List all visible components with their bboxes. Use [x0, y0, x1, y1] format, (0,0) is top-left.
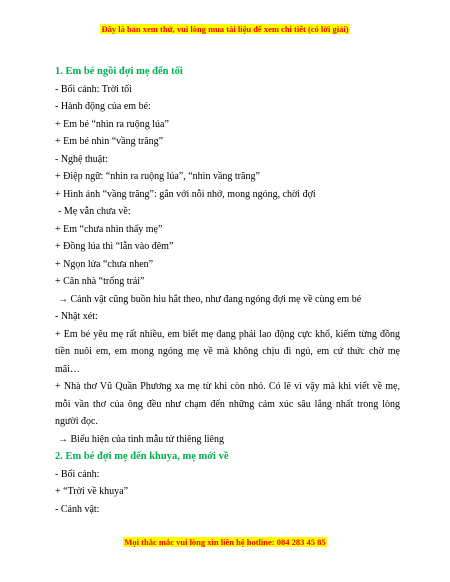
hotline-footer-banner [0, 537, 450, 547]
document-line: + Em bé nhìn “vầng trăng” [55, 136, 164, 147]
document-body [55, 63, 400, 518]
document-line: - Bối cảnh: Trời tối [55, 83, 132, 95]
preview-notice-banner [0, 24, 450, 34]
document-line: + Hình ảnh “vầng trăng”: gắn với nỗi nhớ, mong ngóng, chời đợi [55, 188, 316, 200]
document-line: - Nhật xét: [55, 311, 98, 322]
document-line: + Đồng lúa thì “lẫn vào đêm” [55, 241, 174, 252]
document-line: - Bối cảnh: [55, 468, 100, 480]
document-line: + Em bé yêu mẹ rất nhiều, em biết mẹ đang phải lao động cực khổ, kiếm từng đồng tiền nuôi em, em mong ngóng mẹ về mà không chịu đi ngủ, em cứ thức chờ mẹ mãi… [55, 328, 400, 375]
document-line: + Ngọn lửa “chưa nhen” [55, 258, 154, 270]
document-line: - Hành động của em bé: [55, 101, 151, 112]
document-line: + Em “chưa nhìn thấy mẹ” [55, 223, 163, 235]
document-line: - Mẹ vẫn chưa về: [58, 206, 131, 217]
document-line: + “Trời về khuya” [55, 486, 129, 497]
document-line: → Biểu hiện của tình mẫu tử thiêng liêng [58, 433, 224, 445]
hotline-footer-text: Mọi thắc mắc vui lòng xin liên hệ hotline: 084 283 45 85 [124, 537, 326, 547]
section-heading: 2. Em bé đợi mẹ đến khuya, mẹ mới về [55, 451, 229, 462]
document-line: + Điệp ngữ: “nhìn ra ruộng lúa”, “nhìn vầng trăng” [55, 171, 260, 182]
document-line: + Em bé “nhìn ra ruộng lúa” [55, 118, 169, 130]
document-line: + Nhà thơ Vũ Quần Phương xa mẹ từ khi còn nhỏ. Có lẽ vì vậy mà khi viết về mẹ, mỗi vần thơ của ông đều như chạm đến những cảm xúc sâu lắng nhất trong lòng người đọc. [55, 381, 400, 427]
document-line: - Cảnh vật: [55, 503, 100, 515]
section-heading: 1. Em bé ngồi đợi mẹ đến tối [55, 66, 183, 77]
document-line: + Căn nhà “trống trải” [55, 276, 145, 287]
preview-notice-text: Đây là bản xem thử, vui lòng mua tài liệu để xem chi tiết (có lời giải) [101, 24, 349, 34]
document-line: - Nghệ thuật: [55, 153, 108, 165]
document-line: → Cảnh vật cũng buồn hiu hắt theo, như đang ngóng đợi mẹ về cùng em bé [58, 293, 362, 305]
